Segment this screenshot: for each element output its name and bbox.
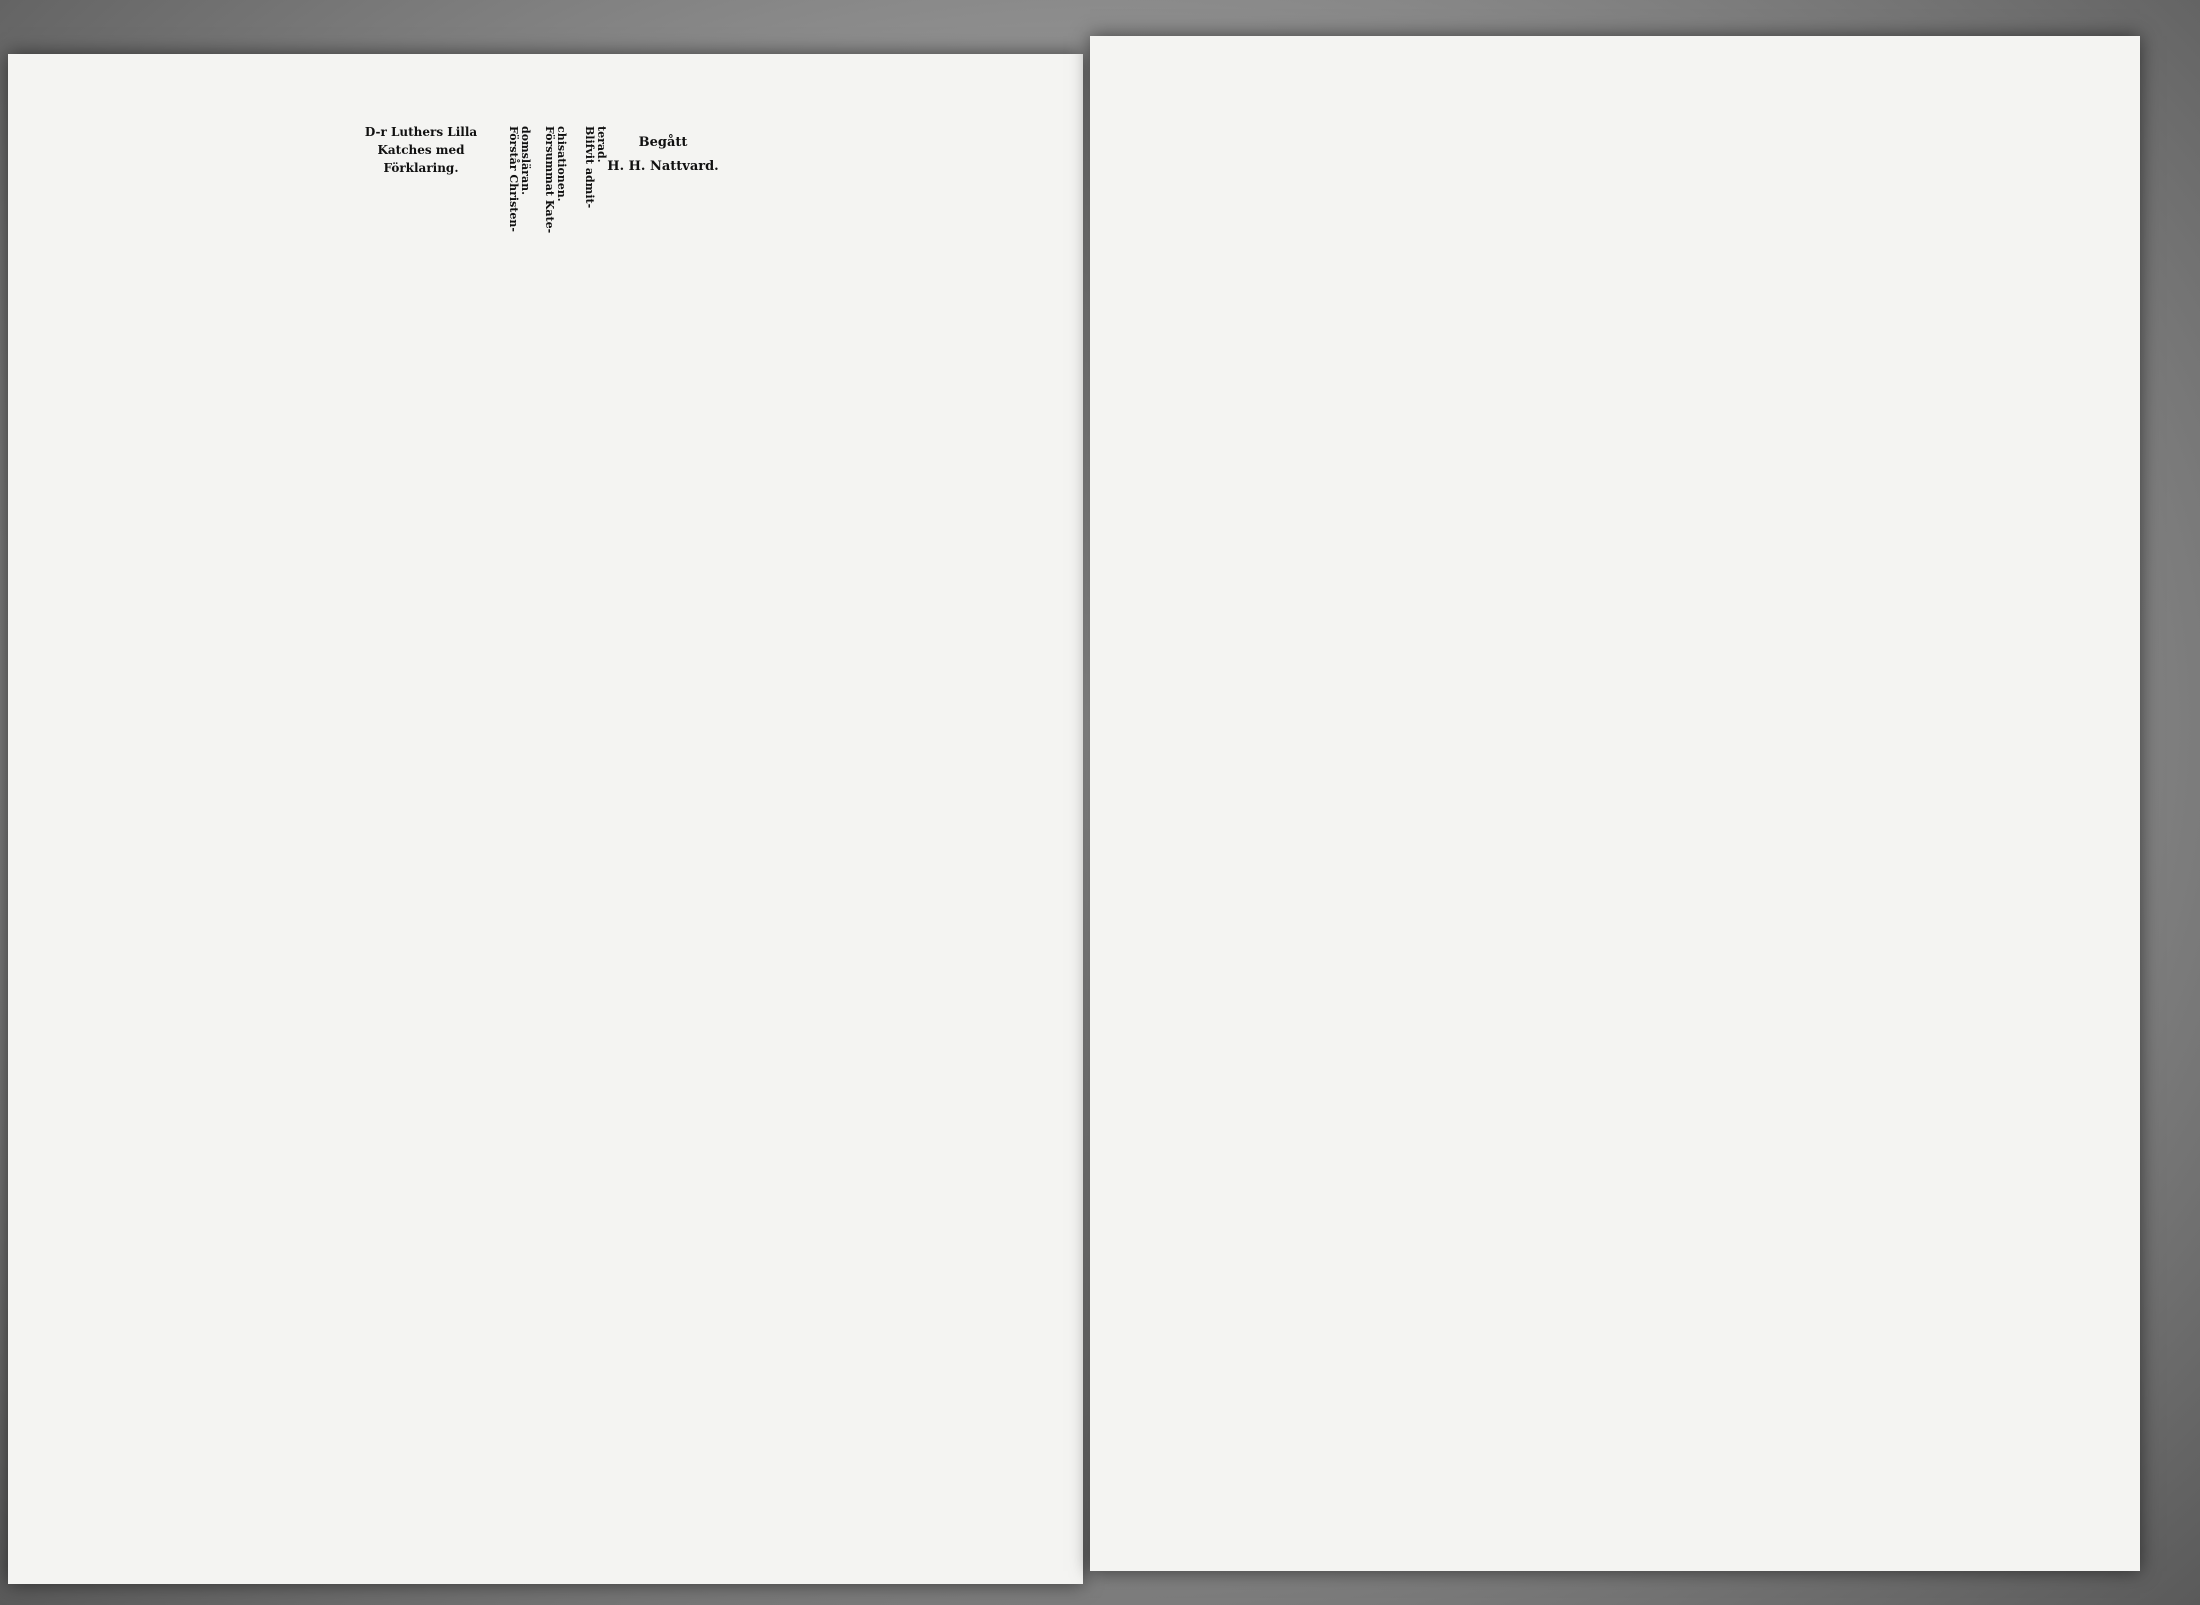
svg-text:Förstår Christen-: Förstår Christen- (507, 126, 520, 232)
header-catechism (365, 125, 478, 175)
left-page-grid (8, 54, 1083, 1584)
svg-text:domsläran.: domsläran. (519, 126, 532, 195)
header-neglect (543, 126, 568, 233)
svg-text:Begått: Begått (638, 135, 688, 150)
header-communion-left (607, 134, 718, 174)
svg-text:Försummat Kate-: Försummat Kate- (543, 126, 556, 234)
svg-text:chisationen.: chisationen. (555, 126, 568, 202)
svg-text:terad.: terad. (595, 126, 608, 163)
svg-text:H. H. Nattvard.: H. H. Nattvard. (607, 159, 719, 174)
header-admitted (583, 126, 608, 208)
svg-text:Blifvit admit-: Blifvit admit- (583, 126, 596, 209)
right-page (1090, 36, 2140, 1571)
svg-text:Katches med: Katches med (377, 143, 465, 157)
svg-text:Förklaring.: Förklaring. (383, 161, 459, 175)
right-page-grid (1090, 36, 2140, 1571)
header-christianity (507, 126, 532, 232)
left-page (8, 54, 1083, 1584)
svg-text:D-r Luthers Lilla: D-r Luthers Lilla (364, 125, 478, 139)
